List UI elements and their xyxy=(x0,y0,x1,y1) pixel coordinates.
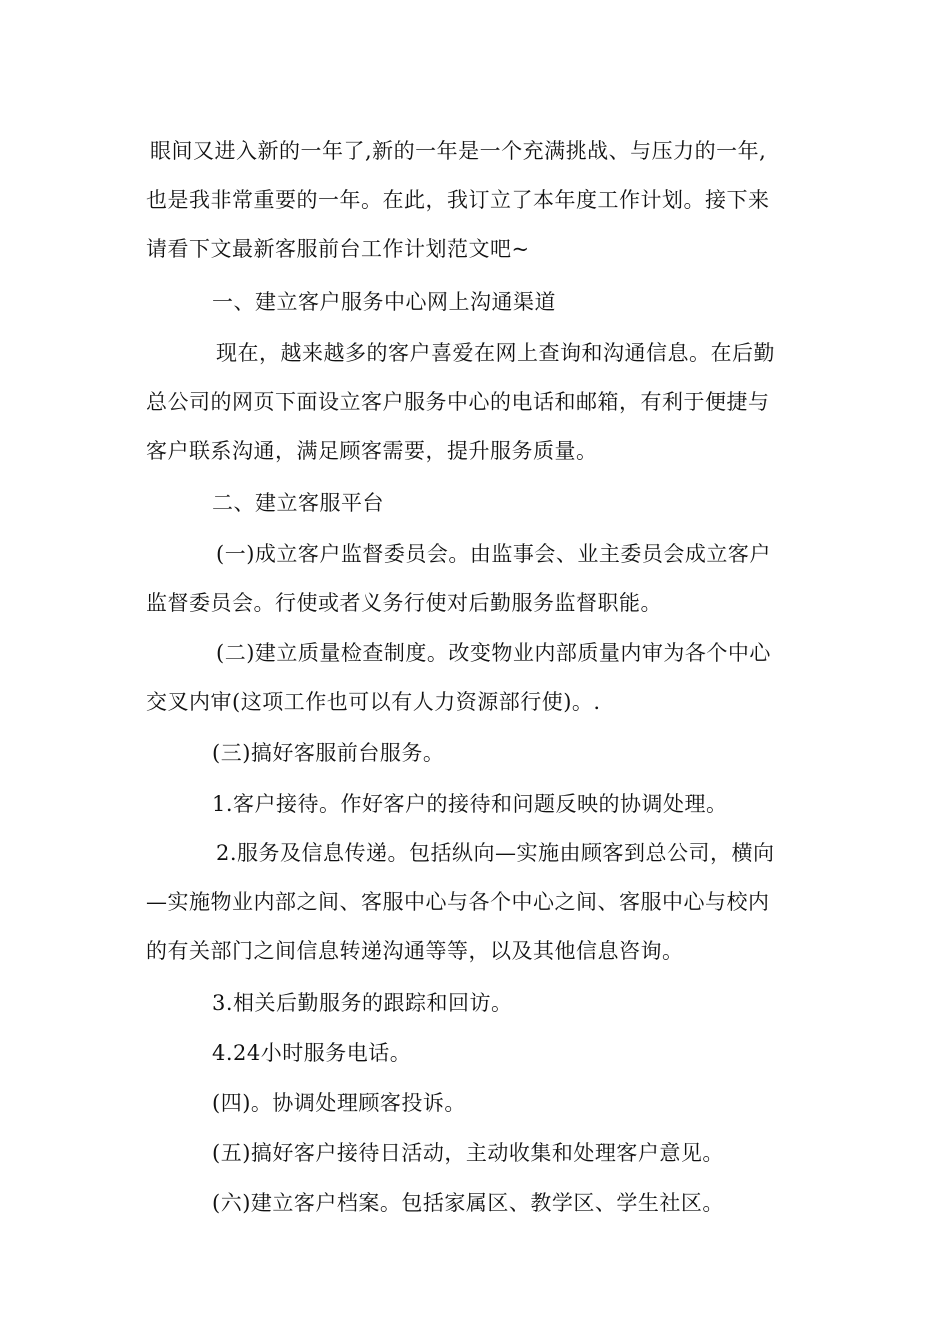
section-heading-1: 一、建立客户服务中心网上沟通渠道 xyxy=(212,290,556,314)
subitem-3-line: 3.相关后勤服务的跟踪和回访。 xyxy=(212,991,513,1015)
paragraph-1-line-2: 总公司的网页下面设立客户服务中心的电话和邮箱，有利于便捷与 xyxy=(146,390,770,414)
item-1-line-2: 监督委员会。行使或者义务行使对后勤服务监督职能。 xyxy=(146,591,662,615)
intro-line-1: 眼间又进入新的一年了,新的一年是一个充满挑战、与压力的一年, xyxy=(150,139,767,163)
section-heading-2: 二、建立客服平台 xyxy=(212,491,384,515)
subitem-4-line: 4.24小时服务电话。 xyxy=(212,1041,412,1065)
item-6-line: (六)建立客户档案。包括家属区、教学区、学生社区。 xyxy=(212,1191,724,1215)
item-3-line: (三)搞好客服前台服务。 xyxy=(212,741,445,765)
item-5-line: (五)搞好客户接待日活动，主动收集和处理客户意见。 xyxy=(212,1141,724,1165)
item-1-line-1: (一)成立客户监督委员会。由监事会、业主委员会成立客户 xyxy=(216,542,771,566)
item-4-line: (四)。协调处理顾客投诉。 xyxy=(212,1091,466,1115)
paragraph-1-line-1: 现在，越来越多的客户喜爱在网上查询和沟通信息。在后勤 xyxy=(216,341,775,365)
subitem-2-line-1: 2.服务及信息传递。包括纵向—实施由顾客到总公司，横向 xyxy=(216,841,775,865)
intro-line-2: 也是我非常重要的一年。在此，我订立了本年度工作计划。接下来 xyxy=(146,188,770,212)
intro-line-3: 请看下文最新客服前台工作计划范文吧~ xyxy=(146,237,530,261)
subitem-2-line-2: —实施物业内部之间、客服中心与各个中心之间、客服中心与校内 xyxy=(146,890,770,914)
paragraph-1-line-3: 客户联系沟通，满足顾客需要，提升服务质量。 xyxy=(146,439,598,463)
subitem-2-line-3: 的有关部门之间信息转递沟通等等，以及其他信息咨询。 xyxy=(146,939,684,963)
item-2-line-2: 交叉内审(这项工作也可以有人力资源部行使)。. xyxy=(146,690,601,714)
item-2-line-1: (二)建立质量检查制度。改变物业内部质量内审为各个中心 xyxy=(216,641,771,665)
subitem-1-line: 1.客户接待。作好客户的接待和问题反映的协调处理。 xyxy=(212,792,728,816)
